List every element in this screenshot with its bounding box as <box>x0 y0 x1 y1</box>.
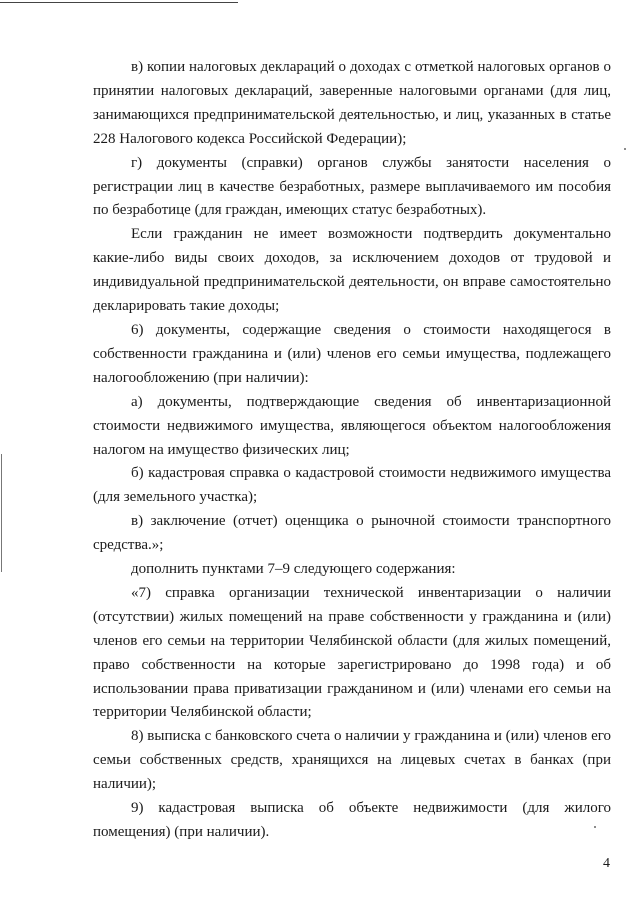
paragraph-appraiser-report: в) заключение (отчет) оценщика о рыночной стоимости транспортного средства.»; <box>93 513 611 554</box>
paragraph-property-documents: 6) документы, содержащие сведения о стоимости находящегося в собственности гражданина и (или) членов его семьи имущества, подлежащего налогообложению (при наличии): <box>93 321 611 386</box>
left-margin-rule <box>1 454 2 572</box>
paragraph-item-7: «7) справка организации технической инвентаризации о наличии (отсутствии) жилых помещений на праве собственности у гражданина и (или) членов его семьи на территории Челябинской области (для жилых помещений, право собственности на которые зарегистрировано до 1998 года) и об использовании права приватизации гражданином и (или) членами его семьи на территории Челябинской области; <box>93 584 611 721</box>
paragraph-employment-certificates: г) документы (справки) органов службы занятости населения о регистрации лиц в качестве безработных, размере выплачиваемого им пособия по безработице (для граждан, имеющих статус безработных). <box>93 154 611 219</box>
scan-speck <box>624 148 626 150</box>
paragraph-item-8: 8) выписка с банковского счета о наличии у гражданина и (или) членов его семьи собственных средств, хранящихся на лицевых счетах в банках (при наличии); <box>93 728 611 793</box>
paragraph-cadastral-certificate: б) кадастровая справка о кадастровой стоимости недвижимого имущества (для земельного участка); <box>93 465 611 506</box>
paragraph-tax-declarations: в) копии налоговых деклараций о доходах с отметкой налоговых органов о принятии налоговых деклараций, заверенные налоговыми органами (для лиц, занимающихся предпринимательской деятельностью, и лиц, указанных в статье 228 Налогового кодекса Российской Федерации); <box>93 59 611 147</box>
top-rule <box>0 2 238 3</box>
paragraph-self-declaration: Если гражданин не имеет возможности подтвердить документально какие-либо виды своих доходов, за исключением доходов от трудовой и индивидуальной предпринимательской деятельности, он вправе самостоятельно декларировать такие доходы; <box>93 226 611 315</box>
document-body <box>93 56 611 845</box>
paragraph-amendment-intro: дополнить пунктами 7–9 следующего содержания: <box>131 561 456 578</box>
paragraph-item-9: 9) кадастровая выписка об объекте недвижимости (для жилого помещения) (при наличии). <box>93 800 611 840</box>
paragraph-inventory-value: а) документы, подтверждающие сведения об инвентаризационной стоимости недвижимого имущества, являющегося объектом налогообложения налогом на имущество физических лиц; <box>93 393 611 458</box>
page-number: 4 <box>603 856 610 871</box>
